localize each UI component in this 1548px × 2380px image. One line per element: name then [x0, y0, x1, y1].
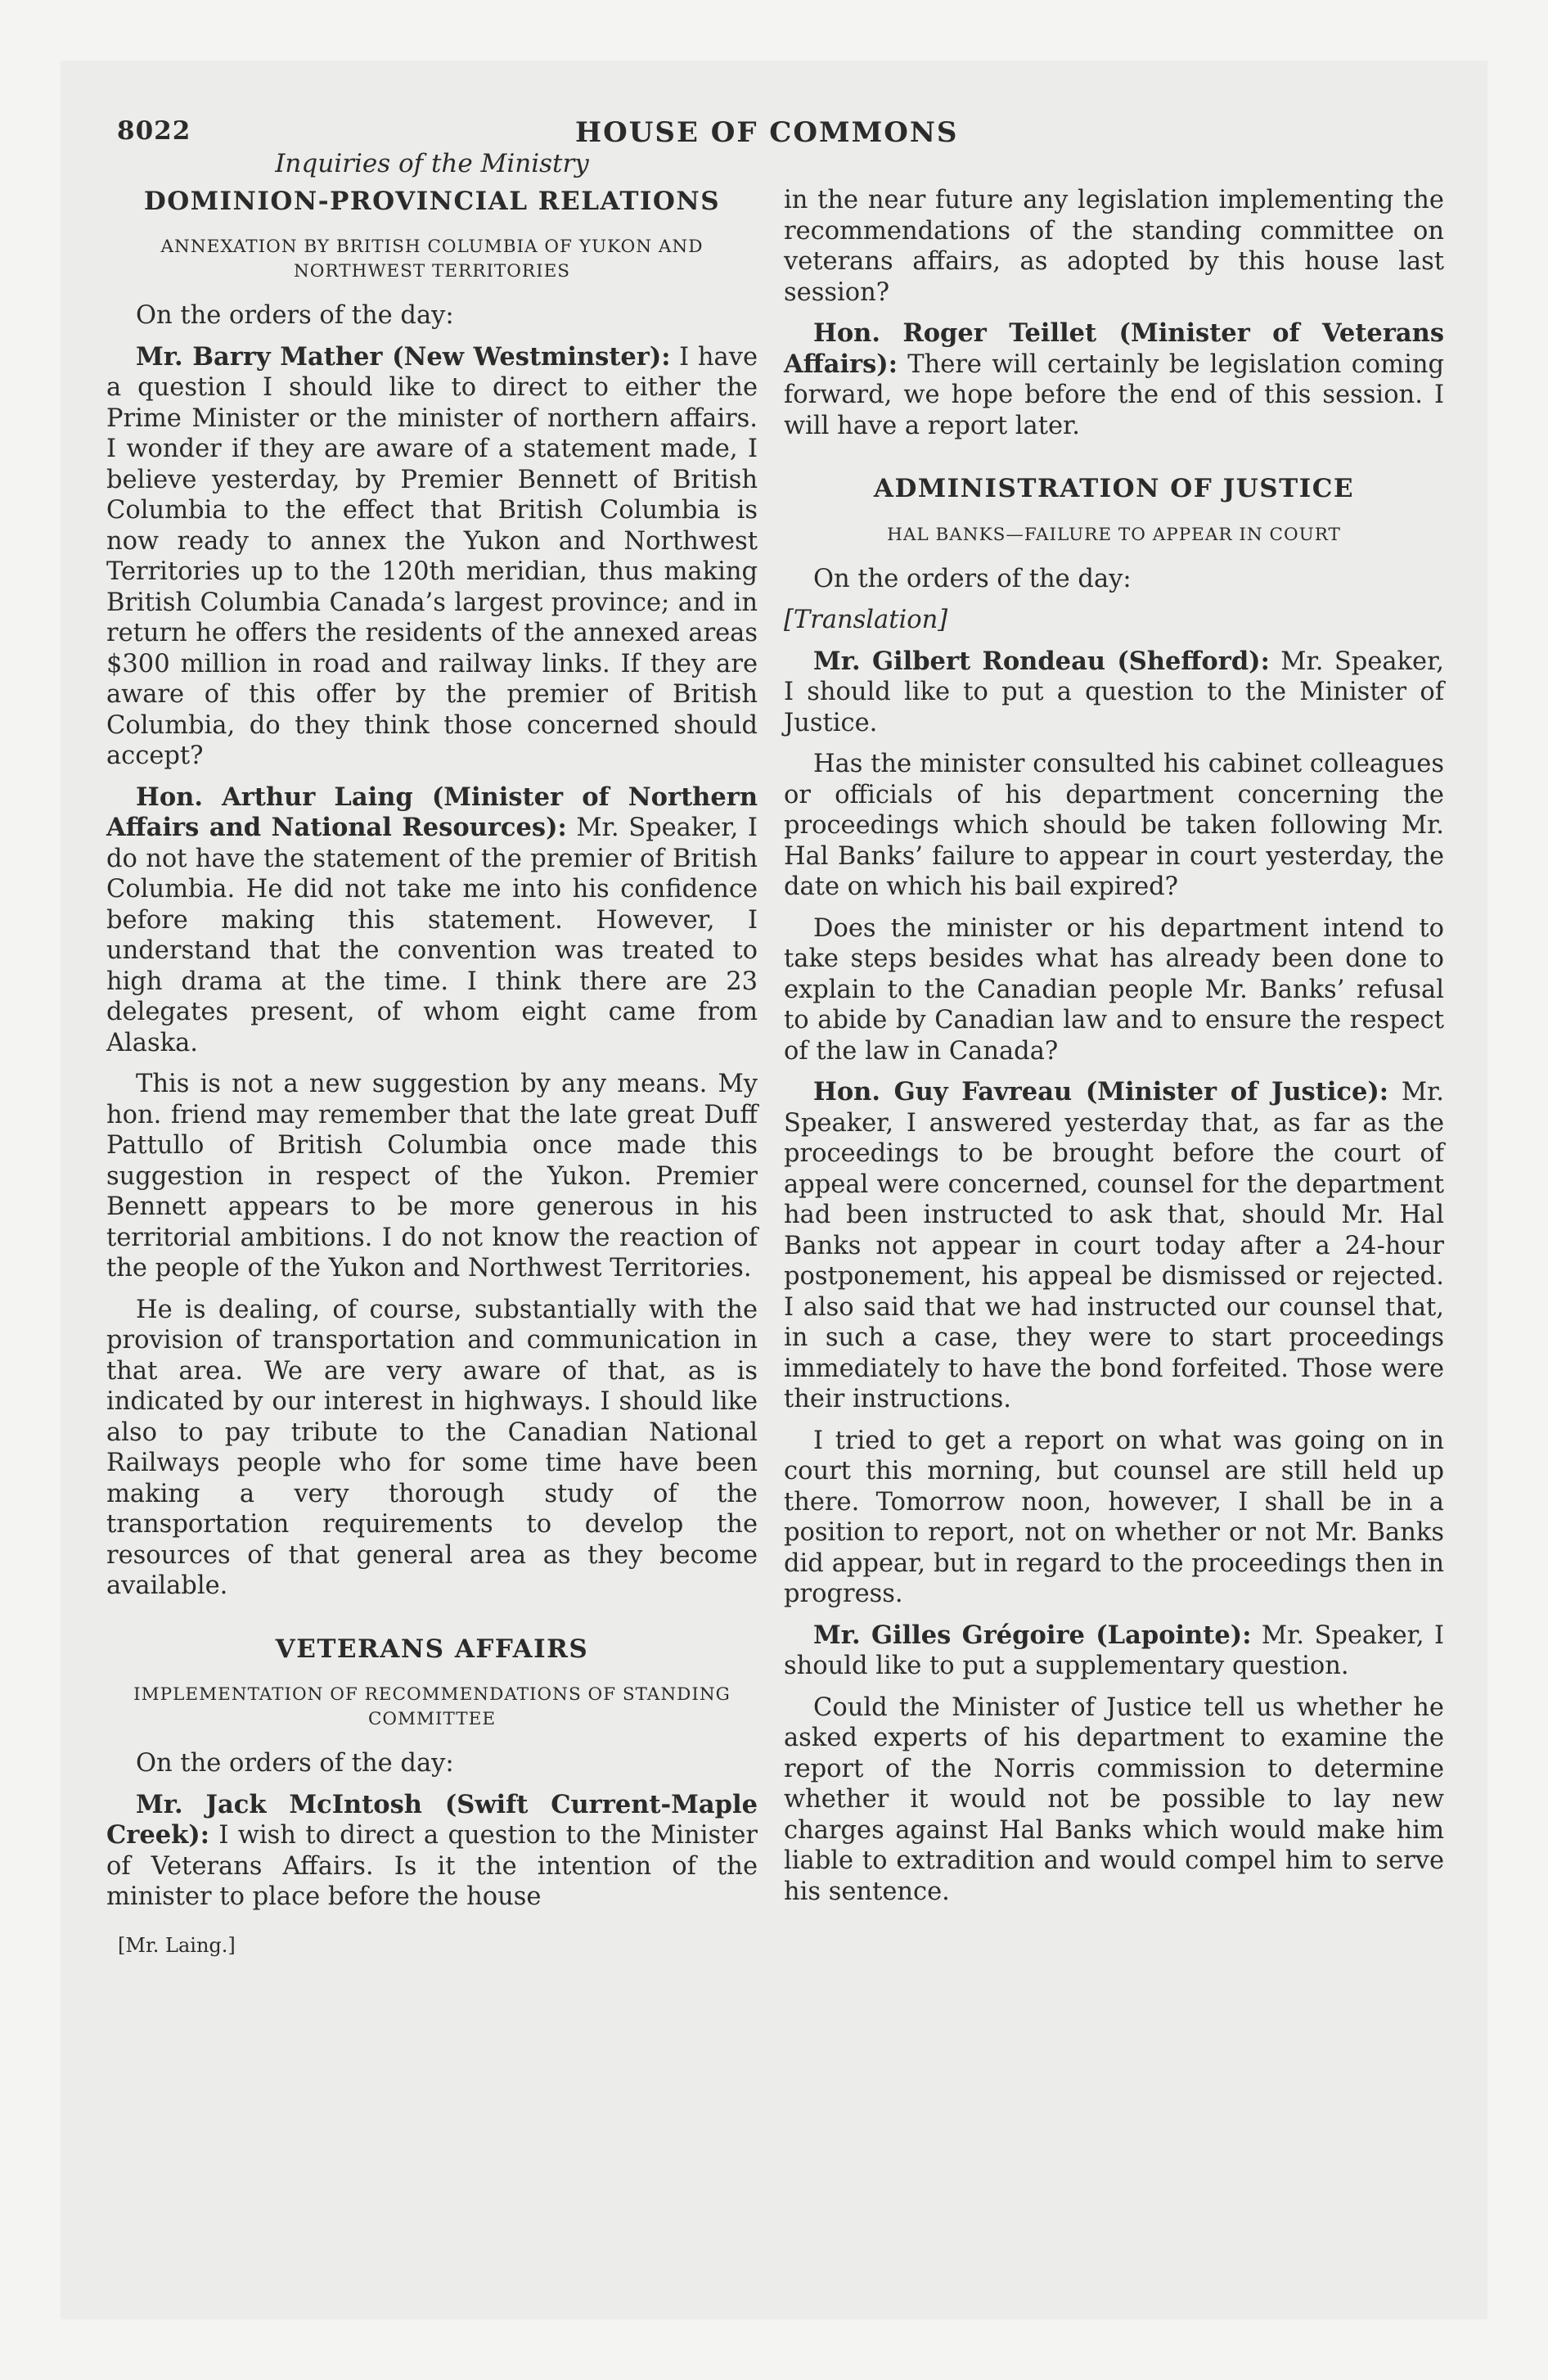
subject-heading-implementation: IMPLEMENTATION OF RECOMMENDATIONS OF STANDING COMMITTEE	[133, 1684, 731, 1729]
speaker-name: Mr. Barry Mather (New Westminster):	[136, 341, 671, 372]
paragraph-rondeau	[784, 647, 1444, 739]
paragraph-laing	[106, 782, 758, 1059]
speech-text: Mr. Speaker, I do not have the statement of the premier of British Columbia. He did not take me into his confidence before making this statement. However, I understand that the convention was treated to high drama at the time. I think there are 23 delegates present, of whom eight came from Alaska.	[106, 814, 758, 1057]
paragraph-teillet	[784, 318, 1444, 441]
paragraph-mather	[106, 342, 758, 772]
orders-of-day: On the orders of the day:	[136, 1749, 454, 1778]
orders-of-day: On the orders of the day:	[136, 301, 454, 330]
paragraph: Does the minister or his department intend to take steps besides what has already been done to explain to the Canadian people Mr. Banks’ refusal to abide by Canadian law and to ensure the respect of the law in Canada?	[784, 913, 1444, 1066]
subject-heading-hal-banks: HAL BANKS—FAILURE TO APPEAR IN COURT	[887, 524, 1341, 545]
speaker-name: Mr. Jack McIntosh (Swift Current-Maple Creek):	[106, 1789, 758, 1850]
speaker-name: Hon. Arthur Laing (Minister of Northern Affairs and National Resources):	[106, 782, 758, 842]
section-title-dominion: DOMINION-PROVINCIAL RELATIONS	[143, 186, 721, 216]
footnote: [Mr. Laing.]	[118, 1933, 236, 1957]
speaker-name: Mr. Gilles Grégoire (Lapointe):	[813, 1620, 1252, 1650]
paragraph-gregoire	[784, 1620, 1444, 1682]
speaker-name: Mr. Gilbert Rondeau (Shefford):	[813, 646, 1270, 676]
section-title-veterans: VETERANS AFFAIRS	[275, 1634, 589, 1664]
left-column	[106, 149, 758, 1961]
speech-text: I wish to direct a question to the Minister of Veterans Affairs. Is it the intention of the minister to place before the house	[106, 1821, 758, 1911]
section-subheading: Inquiries of the Ministry	[275, 149, 589, 178]
paragraph: He is dealing, of course, substantially with the provision of transportation and communication in that area. We are very aware of that, as is indicated by our interest in highways. I should like also to pay tribute to the Canadian National Railways people who for some time have been making a very thorough study of the transportation requirements to develop the resources of that general area as they become available.	[106, 1295, 758, 1600]
speech-text: Mr. Speaker, I should like to put a question to the Minister of Justice.	[784, 647, 1445, 737]
translation-marker: [Translation]	[784, 606, 948, 634]
paragraph-mcintosh	[106, 1790, 758, 1913]
speech-text: I have a question I should like to direct to either the Prime Minister or the minister of northern affairs. I wonder if they are aware of a statement made, I believe yesterday, by Premier Bennett of British Columbia to the effect that British Columbia is now ready to annex the Yukon and Northwest Territories up to the 120th meridian, thus making British Columbia Canada’s largest province; and in return he offers the residents of the annexed areas $300 million in road and railway links. If they are aware of this offer by the premier of British Columbia, do they think those concerned should accept?	[106, 342, 758, 770]
paragraph: This is not a new suggestion by any means. My hon. friend may remember that the late great Duff Pattullo of British Columbia once made this suggestion in respect of the Yukon. Premier Bennett appears to be more generous in his territorial ambitions. I do not know the reaction of the people of the Yukon and Northwest Territories.	[106, 1070, 758, 1282]
right-column	[784, 185, 1444, 1918]
speaker-name: Hon. Roger Teillet (Minister of Veterans Affairs):	[784, 318, 1444, 379]
orders-of-day: On the orders of the day:	[813, 564, 1132, 593]
page-number: 8022	[117, 116, 191, 146]
section-title-justice: ADMINISTRATION OF JUSTICE	[873, 474, 1355, 503]
running-title: HOUSE OF COMMONS	[575, 116, 959, 149]
speech-text: Mr. Speaker, I should like to put a supplementary question.	[784, 1620, 1444, 1680]
speech-text: Mr. Speaker, I answered yesterday that, as far as the proceedings to be brought before the court of appeal were concerned, counsel for the department had been instructed to ask that, should Mr. Hal Banks not appear in court today after a 24-hour postponement, his appeal be dismissed or rejected. I also said that we had instructed our counsel that, in such a case, they were to start proceedings immediately to have the bond forfeited. Those were their instructions.	[784, 1078, 1444, 1413]
speaker-name: Hon. Guy Favreau (Minister of Justice):	[813, 1077, 1389, 1107]
subject-heading-annexation: ANNEXATION BY BRITISH COLUMBIA OF YUKON AND NORTHWEST TERRITORIES	[160, 237, 704, 282]
paragraph: Has the minister consulted his cabinet colleagues or officials of his department concerning the proceedings which should be taken following Mr. Hal Banks’ failure to appear in court yesterday, the date on which his bail expired?	[784, 750, 1444, 901]
speech-text: There will certainly be legislation coming forward, we hope before the end of this session. I will have a report later.	[784, 349, 1444, 440]
paragraph: Could the Minister of Justice tell us whether he asked experts of his department to examine the report of the Norris commission to determine whether it would not be possible to lay new charges against Hal Banks which would make him liable to extradition and would compel him to serve his sentence.	[784, 1693, 1444, 1906]
paragraph-favreau	[784, 1077, 1444, 1415]
paragraph-continued: in the near future any legislation implementing the recommendations of the standing committee on veterans affairs, as adopted by this house last session?	[784, 186, 1444, 307]
paragraph: I tried to get a report on what was going on in court this morning, but counsel are still held up there. Tomorrow noon, however, I shall be in a position to report, not on whether or not Mr. Banks did appear, but in regard to the proceedings then in progress.	[784, 1426, 1444, 1608]
